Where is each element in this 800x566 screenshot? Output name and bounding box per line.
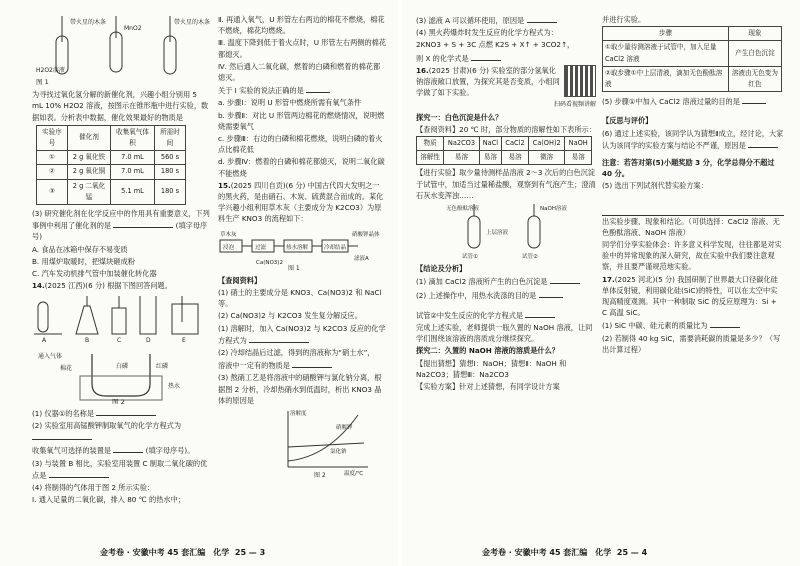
- q15-part: (2) Ca(NO3)2 与 K2CO3 发生复分解反应。: [218, 311, 362, 321]
- apparatus-figure: [32, 292, 210, 344]
- q3-option: A. 食品在冰箱中保存不易变质: [32, 244, 128, 254]
- q16-line: (5) 步骤①中加入 CaCl2 溶液过量的目的是: [602, 95, 784, 107]
- u-tube-label: 白磷: [116, 362, 129, 370]
- q14-part: (3) 与装置 B 相比，实验室用装置 C 制取二氧化碳的优点是: [32, 458, 208, 480]
- table-header: 实验序号: [37, 125, 68, 150]
- fig1-label-1: MnO2: [124, 25, 142, 32]
- table-cell: 180 s: [154, 165, 185, 179]
- table-header: 步骤: [603, 27, 729, 41]
- flow-diagram: [218, 226, 386, 272]
- table-cell: 2 g 氧化铁: [67, 151, 110, 165]
- catalyst-table: [36, 125, 186, 205]
- q14-item: a. 步骤Ⅰ：说明 U 形管中燃烧所需有氧气条件: [218, 98, 362, 108]
- q15-part: (2) 冷却结晶后过滤，得到的溶液称为“硝土水”，: [218, 348, 375, 358]
- nacl-curve: [288, 443, 364, 447]
- flow-label: 冷却结晶: [324, 244, 347, 251]
- tube-label: 无色酚酞溶液: [446, 206, 480, 213]
- q14-title: 14.(2025 江西)(6 分) 根据下图回答问题。: [32, 281, 172, 291]
- plan: 【实验方案】针对上述猜想，有同学设计方案: [416, 382, 560, 392]
- left-page: [0, 0, 398, 566]
- table-cell: 易溶: [565, 151, 592, 165]
- left-footer: 金考卷 · 安徽中考 45 套汇编 化学 25 — 3: [100, 548, 266, 557]
- table-header: NaCl: [479, 137, 501, 151]
- graph-label: 氯化钠: [330, 449, 347, 456]
- qr-caption: 扫码看视频讲解: [553, 101, 596, 109]
- table-cell: ②取步骤①中上层清液，滴加无色酚酞溶液: [603, 66, 729, 91]
- q16-line: 同学们分享实验体会：许多意义科学发现，往往都是对实验中的异常现象的深入研究，故在实验中我们要注意观察，并且要严谨规范地实验。: [602, 240, 782, 272]
- table-row: [417, 151, 592, 165]
- fig1-illustration: [32, 14, 210, 86]
- apparatus-label: A: [42, 337, 47, 345]
- table-cell: 易溶: [502, 151, 529, 165]
- conclusion-line: (2) 上述操作中，用热水洗涤的目的是: [416, 289, 596, 301]
- test-tube-figure: [416, 202, 596, 260]
- graph-caption: 图 2: [314, 472, 326, 480]
- q14-item: b. 步骤Ⅱ：对比 U 形管两边棉花的燃烧情况，说明燃烧需要氧气: [218, 110, 385, 131]
- right-column-4: [602, 14, 784, 356]
- table-header: 催化剂: [67, 125, 110, 150]
- plan-cont: 并进行实验。: [602, 15, 646, 24]
- flow-label: 浸泡: [223, 244, 235, 251]
- apparatus-b: [76, 296, 98, 334]
- graph-label: 硝酸钾: [336, 425, 353, 432]
- table-cell: 溶解性: [417, 151, 444, 165]
- conclusion-line: 完成上述实验，老师提供一瓶久置的 NaOH 溶液，让同学们围绕该溶液的溶质成分继续探究。: [416, 323, 593, 344]
- q16-title: 16.(2025 甘肃)(6 分) 实验室的部分氢氧化钠溶液敞口放置，为探究其是否变质，小组同学做了如下实验。: [416, 65, 560, 98]
- tube-2: [528, 216, 540, 248]
- u-tube-figure: [32, 348, 210, 404]
- table-row: [603, 66, 782, 91]
- table-cell: 7.0 mL: [111, 151, 155, 165]
- table-row: [603, 41, 782, 66]
- q15-cont: (4) 黑火药爆炸时发生反应的化学方程式为：: [416, 28, 558, 38]
- apparatus-e: [172, 296, 198, 334]
- table-header: 收集氧气体积: [111, 125, 155, 150]
- apparatus-label: C: [117, 337, 122, 345]
- right-column-3: [416, 14, 596, 393]
- tube-label: 上层溶液: [486, 230, 509, 237]
- u-tube-label: 红磷: [156, 362, 169, 370]
- q14-item: Ⅱ. 再通入氧气，U 形管左右两边的棉花不燃烧，棉花不燃烧，棉花均燃烧。: [218, 15, 385, 36]
- apparatus-label: E: [182, 337, 186, 345]
- q17-title: 17.(2025 河北)(5 分) 我国研制了世界最大口径碳化硅单体反射镜，利用碳化硅(SiC)的特性，可以在太空中实现高精度观测。其中一种制取 SiC 的反应原理为：Si + C 高温 SiC。: [602, 274, 778, 318]
- kno3-curve: [288, 415, 358, 461]
- apparatus-a: [34, 302, 62, 334]
- hypothesis: 【提出猜想】猜想Ⅰ：NaOH；猜想Ⅱ：NaOH 和 Na2CO3；猜想Ⅲ：Na2CO3: [416, 358, 567, 379]
- tube-label: 试管②: [522, 254, 538, 261]
- explore-two: 探究二：久置的 NaOH 溶液的溶质是什么？: [416, 346, 559, 356]
- right-page: [402, 0, 800, 566]
- fig1-caption: 图 1: [36, 78, 49, 86]
- q14-part: 收集氧气可选择的装置是 (填字母序号)。: [32, 446, 195, 456]
- q14-item: 关于 Ⅰ 实验的说法正确的是: [218, 84, 386, 96]
- flow-label: 硝酸钾晶体: [352, 231, 380, 238]
- table-cell: ①: [37, 151, 68, 165]
- q15-equation: 2KNO3 + S + 3C 点燃 K2S + X↑ + 3CO2↑，: [416, 40, 575, 50]
- table-cell: ①取少量待测溶液于试管中，加入足量 CaCl2 溶液: [603, 41, 729, 66]
- q3-option: C. 汽车发动机排气管中加装催化转化器: [32, 269, 157, 279]
- u-tube-label: 棉花: [60, 364, 73, 372]
- q17-part: (2) 若制得 40 kg SiC，需要消耗碳的质量是多少？（写出计算过程）: [602, 333, 781, 354]
- q15-part: (1) 溶解时，加入 Ca(NO3)2 与 K2CO3 反应的化学方程式为: [218, 323, 386, 345]
- fig1-label-0: 带火星的木条: [70, 19, 107, 26]
- q14-item: Ⅳ. 然后通入二氧化碳，燃着的白磷和燃着的棉花都熄灭。: [218, 61, 381, 83]
- table-header: 现象: [728, 27, 781, 41]
- q15-part: (3) 熬硝工艺是将溶液中的硝酸钾与氯化钠分离，根据图 2 分析，冷却热硝水到低温时，析出 KNO3 晶体的原因是: [218, 373, 382, 405]
- page-number: 25 — 3: [234, 548, 266, 557]
- left-column-1: [32, 14, 210, 506]
- q14-part: Ⅰ. 通入足量的二氧化碳，排入 80 ℃ 的热水中；: [32, 495, 185, 505]
- test-tube-1: [56, 16, 68, 74]
- tube-label: 试管①: [462, 254, 478, 261]
- table-header: NaOH: [565, 137, 592, 151]
- q16-line: (5) 选出下列试剂代替实验方案：: [602, 181, 708, 191]
- table-row: [37, 165, 186, 179]
- flow-label: 热水溶解: [286, 244, 309, 251]
- q16-block: [416, 65, 596, 111]
- table-cell: 2 g 二氧化锰: [67, 179, 110, 204]
- apparatus-label: B: [85, 337, 90, 345]
- q3-text: (3) 研究催化剂在化学反应中的作用具有重要意义，下列事例中利用了催化剂的是 (填字母序号): [32, 209, 210, 242]
- table-cell: 5.1 mL: [111, 179, 155, 204]
- graph-label: 溶解度: [290, 411, 307, 418]
- q14-item: d. 步骤Ⅳ：燃着的白磷和棉花都熄灭，说明二氧化碳不能燃烧: [218, 157, 385, 178]
- table-header: CaCl2: [502, 137, 529, 151]
- q17-part: (1) SiC 中碳、硅元素的质量比为: [602, 319, 784, 331]
- q15-cont: (3) 滤液 A 可以循环使用，原因是: [416, 14, 596, 26]
- table-cell: 溶液由无色变为红色: [728, 66, 781, 91]
- right-footer: 金考卷 · 安徽中考 45 套汇编 化学 25 — 4: [482, 548, 648, 557]
- section-heading: 【结论及分析】: [416, 264, 467, 274]
- q15-title: 15.(2025 四川自贡)(6 分) 中国古代四大发明之一的黑火药，是由硝石、木炭、硫黄混合而成的。某化学兴趣小组利用草木灰（主要成分为 K2CO3）为原料生产 KNO3 的流程如下：: [218, 180, 384, 224]
- q15-part: 溶液中一定有的物质是: [218, 359, 386, 371]
- graph-label: 温度/℃: [344, 471, 364, 478]
- explore-heading: 探究一：白色沉淀是什么？: [416, 112, 503, 122]
- q14-item: Ⅲ. 温度下降到低于着火点时，U 形管左右两侧的棉花都熄灭。: [218, 38, 387, 59]
- table-cell: 产生白色沉淀: [728, 41, 781, 66]
- tube-1: [468, 216, 480, 248]
- page-number: 25 — 4: [616, 548, 648, 557]
- table-cell: 560 s: [154, 151, 185, 165]
- test-tube-2: [110, 16, 122, 72]
- q14-part: (2) 实验室用高锰酸钾制取氧气的化学方程式为: [32, 420, 210, 443]
- section-subtitle: 【查阅资料】: [218, 275, 262, 285]
- q14-item: c. 步骤Ⅲ：右边的白磷和棉花燃烧，说明白磷的着火点比棉花低: [218, 134, 383, 155]
- explore-text: 【查阅资料】20 ℃ 时，部分物质的溶解性如下表所示：: [416, 124, 596, 134]
- flow-label: 滤液A: [354, 255, 369, 262]
- flow-label: Ca(NO3)2: [256, 259, 283, 266]
- fig1-label-3: H2O2溶液: [36, 67, 65, 74]
- u-tube: [92, 354, 150, 396]
- q15-cont: 则 X 的化学式是: [416, 52, 596, 64]
- reflection-heading: 【反思与评价】: [602, 116, 653, 126]
- table-row: [37, 151, 186, 165]
- table-cell: 7.0 mL: [111, 165, 155, 179]
- table-row: [37, 179, 186, 204]
- table-header: 所需时间: [154, 125, 185, 150]
- solubility-table: [416, 136, 592, 165]
- apparatus-d: [140, 296, 156, 334]
- table-header: 物质: [417, 137, 444, 151]
- apparatus-label: D: [146, 337, 151, 345]
- q3-option: B. 用煤炉取暖时，把煤块砸成粉: [32, 256, 135, 266]
- u-tube-label: 通入气体: [38, 352, 63, 360]
- q14-part: (1) 仪器①的名称是: [32, 407, 210, 419]
- q15-part: (1) 硝土的主要成分是 KNO3、Ca(NO3)2 和 NaCl 等。: [218, 288, 382, 309]
- explore-text: 【进行实验】取少量待测样品溶液 2～3 次后的白色沉淀于试管中，加适当过量稀盐酸，观察到有气泡产生；澄清石灰水变浑浊……: [416, 168, 596, 200]
- table-header: Na2CO3: [444, 137, 479, 151]
- table-cell: 易溶: [479, 151, 501, 165]
- u-tube-label: 热水: [168, 382, 181, 390]
- table-cell: 180 s: [154, 179, 185, 204]
- answer-space[interactable]: [602, 193, 784, 216]
- left-column-2: [218, 14, 386, 482]
- experiment-table: [602, 26, 782, 92]
- flow-caption: 图 1: [288, 264, 300, 272]
- q14-part: (4) 将制得的气体用于图 2 所示实验：: [32, 483, 155, 493]
- flow-label: 过滤: [255, 244, 267, 251]
- solubility-graph: [218, 407, 386, 479]
- fig1-label-2: 带火星的木条: [174, 19, 210, 26]
- qr-code[interactable]: [564, 65, 596, 97]
- flow-label: 草木灰: [220, 231, 237, 238]
- tube-label: NaOH溶液: [540, 206, 567, 213]
- table-cell: ③: [37, 179, 68, 204]
- bonus-note: 注意：若答对第(5)小题奖励 3 分，化学总得分不超过 40 分。: [602, 158, 775, 179]
- conclusion-line: (1) 滴加 CaCl2 溶液所产生的白色沉淀是: [416, 275, 596, 287]
- q16-line: 出实验步骤、现象和结论。（可供选择：CaCl2 溶液、无色酚酞溶液、NaOH 溶液）: [602, 216, 780, 237]
- apparatus-c: [112, 296, 126, 334]
- table-cell: 易溶: [444, 151, 479, 165]
- q-intro: 为寻找过氧化氢分解的新催化剂，兴趣小组分别用 5 mL 10% H2O2 溶液，按图示在锥形瓶中进行实验，数据如表。分析表中数据，催化效果最好的物质是: [32, 90, 209, 122]
- conclusion-line: 试管②中发生反应的化学方程式是: [416, 309, 596, 321]
- table-cell: ②: [37, 165, 68, 179]
- table-cell: 2 g 氧化铜: [67, 165, 110, 179]
- u-tube-caption: 图 2: [112, 397, 125, 404]
- table-cell: 微溶: [528, 151, 564, 165]
- q16-line: (6) 通过上述实验，该同学认为猜想Ⅱ成立，经讨论，大家认为该同学的实验方案与结论不严谨，原因是: [602, 128, 784, 150]
- table-header: Ca(OH)2: [528, 137, 564, 151]
